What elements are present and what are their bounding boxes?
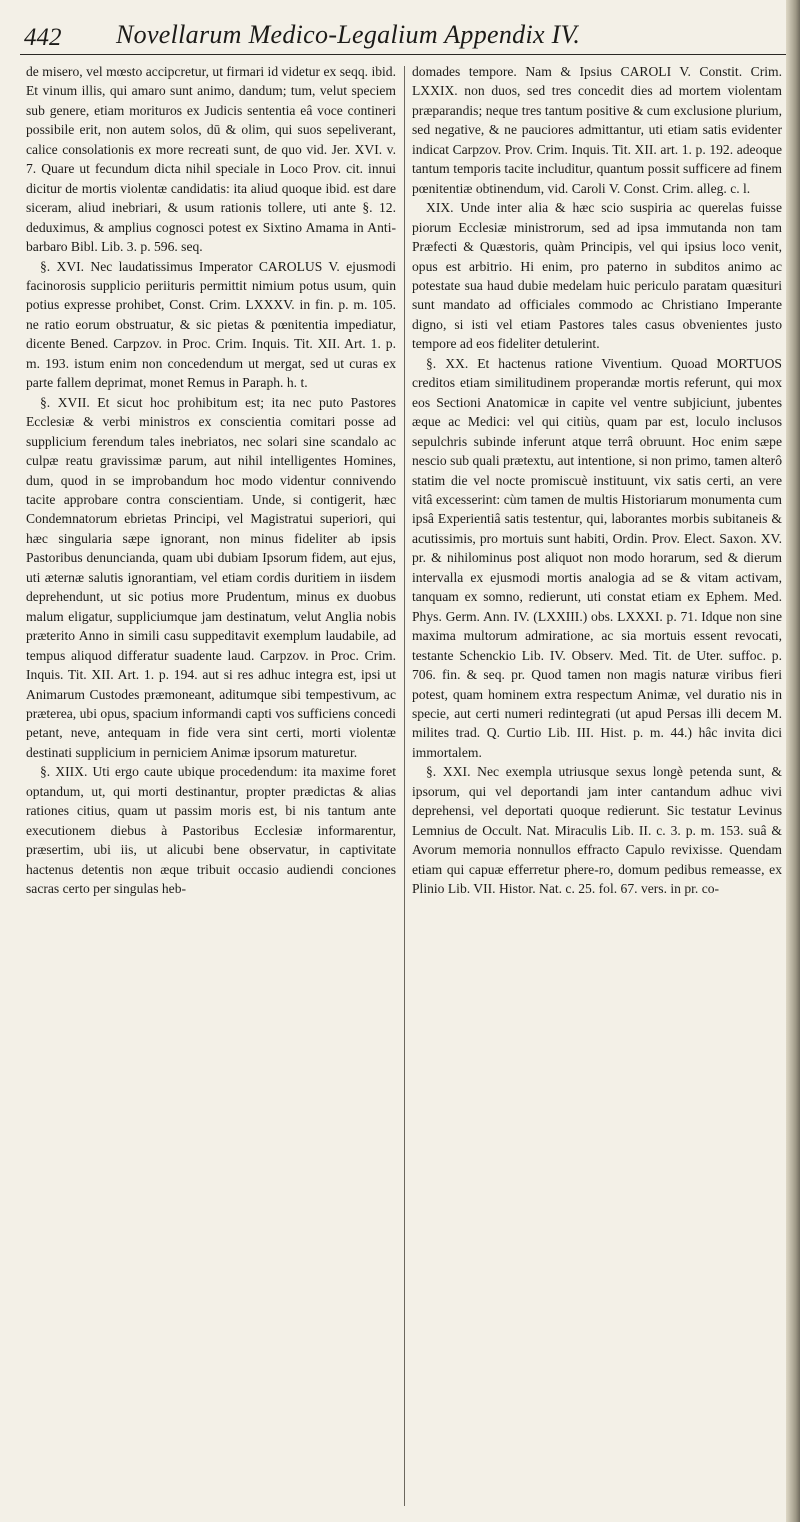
paragraph-section-19: XIX. Unde inter alia & hæc scio suspiria ac querelas fuisse piorum Ecclesiæ ministrorum, sed ad ipsa immutanda non tam Præfecti & Quæstoris, quàm Principis, vel qui ipsius loco venit, opus est arbitrio. Hi enim, pro paterno in subditos animo ac potestate sua haud dubie medelam huic periculo paratam quæsituri sunt mandato ad officiales commodo ac Christiano Imperante digno, si isti vel etiam Pastores tales casus obvenientes justo tempore ad eos fideliter detulerint.	[412, 200, 782, 352]
paragraph-section-18: §. XIIX. Uti ergo caute ubique procedendum: ita maxime foret optandum, ut, qui morti destinantur, propter prædictas & alias rationes citius, quam ut passim moris est, bi nis tantum ante executionem diebus à Pastoribus Ecclesiæ informarentur, præsertim, ubi iis, ut alicubi bene observatur, in captivitate hactenus detentis non æque tribuit occasio audiendi conciones sacras certo per singulas heb-	[26, 764, 396, 897]
paragraph-section-17: §. XVII. Et sicut hoc prohibitum est; ita nec puto Pastores Ecclesiæ & verbi ministros ex conscientia comitari posse ad supplicium ferendum tales inebriatos, nec solari sine scandalo ac culpæ reatu gravissimæ parum, aut nihil intelligentes Homines, dum, quod in se improbandum hoc modo videntur connivendo tacite approbare contra conscientiam. Unde, si contigerit, hæc Condemnatorum ebrietas Principi, vel Magistratui superiori, qui hæc singularia sæpe ignorant, non minus fideliter ab ipsis Pastoribus denuncianda, quam ubi dubiam Ipsorum fidem, aut ejus, uti æternæ salutis ignorantiam, vel etiam cordis duritiem in iisdem deprehendunt, ut sic potius more Prudentum, minus ex duobus malum eligatur, suppliciumque jam destinatum, velut Anglia nobis præterito Anno in simili casu suppeditavit exemplum laudabile, ad tempus aliquod differatur suadente laud. Carpzov. in Proc. Crim. Inquis. Tit. XII. Art. 1. p. 194. aut si res adhuc integra est, ipsi ut Animarum Custodes præmoneant, aditumque sibi tempestivum, ac præterea, ubi opus, spacium informandi capti vos sufficiens concedi petant, neve, antequam in fide vera sint certi, morti violentæ destinati supplicium in perniciem Animæ ipsorum maturetur.	[26, 394, 396, 760]
left-column	[26, 62, 396, 898]
paragraph: de misero, vel mœsto accipcretur, ut firmari id videtur ex seqq. ibid. Et vinum illis, qui amaro sunt animo, dandum; tum, velut speciem sub genere, etiam morituros ex Judicis sententia eâ voce contineri possibile erit, non autem solos, dū & olim, qui suos sepeliverant, calice consolationis ex more recreati sunt, de quo vid. Jer. XVI. v. 7. Quare ut fecundum dicta nihil speciale in Loco Prov. cit. innui dicitur de mortis violentæ candidatis: ita aliud quoque ibid. est dare siceram, aliud inebriari, & usum rationis tollere, uti ante §. 12. deduximus, & amplius cognosci potest ex Sixtino Amama in Anti-barbaro Bibl. Lib. 3. p. 596. seq.	[26, 64, 396, 255]
column-divider	[404, 66, 405, 1506]
page-header	[20, 10, 790, 55]
book-binding-edge	[786, 0, 800, 1522]
paragraph: domades tempore. Nam & Ipsius CAROLI V. Constit. Crim. LXXIX. non duos, sed tres concedit dies ad mortem violentam præparandis; neque tres tantum positive & cum exclusione plurium, sed negative, & ne pauciores admittantur, uti etiam satis evidenter indicat Carpzov. Prov. Crim. Inquis. Tit. XII. art. 1. p. 192. adeoque tantum temporis tacite includitur, quantum possit sufficere ad finem pœnitentiæ obtinendum, vid. Caroli V. Const. Crim. alleg. c. l.	[412, 64, 782, 196]
right-column	[412, 62, 782, 898]
running-title: Novellarum Medico-Legalium Appendix IV.	[116, 20, 581, 49]
page-number: 442	[24, 24, 62, 51]
paragraph-section-20: §. XX. Et hactenus ratione Viventium. Quoad MORTUOS creditos etiam similitudinem properandæ mortis referunt, qui mox eos Sectioni Anatomicæ in capite vel ventre subjiciunt, jubentes æque ac Medici: vel qui citiùs, quam par est, loculo inclusos sepulchris subinde inferunt atque terrâ obruunt. Hoc enim sæpe nescio sub quali prætextu, aut intentione, si non primo, tamen alterô statim die vel nocte promiscuè instituunt, vix satis certi, an vere vitâ excesserint: cùm tamen de multis Historiarum monumenta cum ipsâ Experientiâ satis testentur, qui, laborantes morbis subitaneis & acutissimis, pro mortuis sunt habiti, Ordin. Prov. Elect. Saxon. XV. pr. & nihilominus post aliquot non modo horarum, sed & dierum intervalla ex ejusmodi mortis analogia ad se & vitam activam, tanquam ex somno, redierunt, uti constat etiam ex Ephem. Med. Phys. Germ. Ann. IV. (LXXIII.) obs. LXXXI. p. 71. Idque non sine maxima multorum admiratione, ac sia mortuis essent revocati, testante Schenckio Lib. IV. Observ. Med. Tit. de Uter. suffoc. p. 706. fin. & seq. pr. Quod tamen non magis naturæ viribus fieri potest, quam hominem extra respectum Animæ, vel duratio nis in specie, aut certi numeri redintegrati (ut apud Persas illi decem M. milites trad. Q. Curtio Lib. III. Hist. p. m. 44.) hâc invita dici immortalem.	[412, 355, 782, 760]
paragraph-section-16: §. XVI. Nec laudatissimus Imperator CAROLUS V. ejusmodi facinorosis supplicio periituris permittit nimium potus usum, quin potius expresse prohibet, Const. Crim. LXXXV. in fin. p. m. 105. ne ratio eorum obstruatur, & sic pietas & pœnitentia impediatur, dicente Bened. Carpzov. in Proc. Crim. Inquis. Tit. XII. Art. 1. p. m. 193. istum enim non concedendum ut mergat, sed ut curas ex parte fallem deprimat, monet Remus in Paraph. h. t.	[26, 258, 396, 391]
paragraph-section-21: §. XXI. Nec exempla utriusque sexus longè petenda sunt, & ipsorum, qui vel deportandi jam inter cantandum adhuc vivi deprehensi, vel deportati quoque redierunt. Sic testatur Levinus Lemnius de Occult. Nat. Miraculis Lib. II. c. 3. p. m. 153. suâ & Avorum memoria nonnullos effracto Capulo revixisse. Quendam etiam qui capuæ efferretur phere-ro, domum pedibus remeasse, ex Plinio Lib. VII. Histor. Nat. c. 25. fol. 67. vers. in pr. co-	[412, 764, 782, 897]
